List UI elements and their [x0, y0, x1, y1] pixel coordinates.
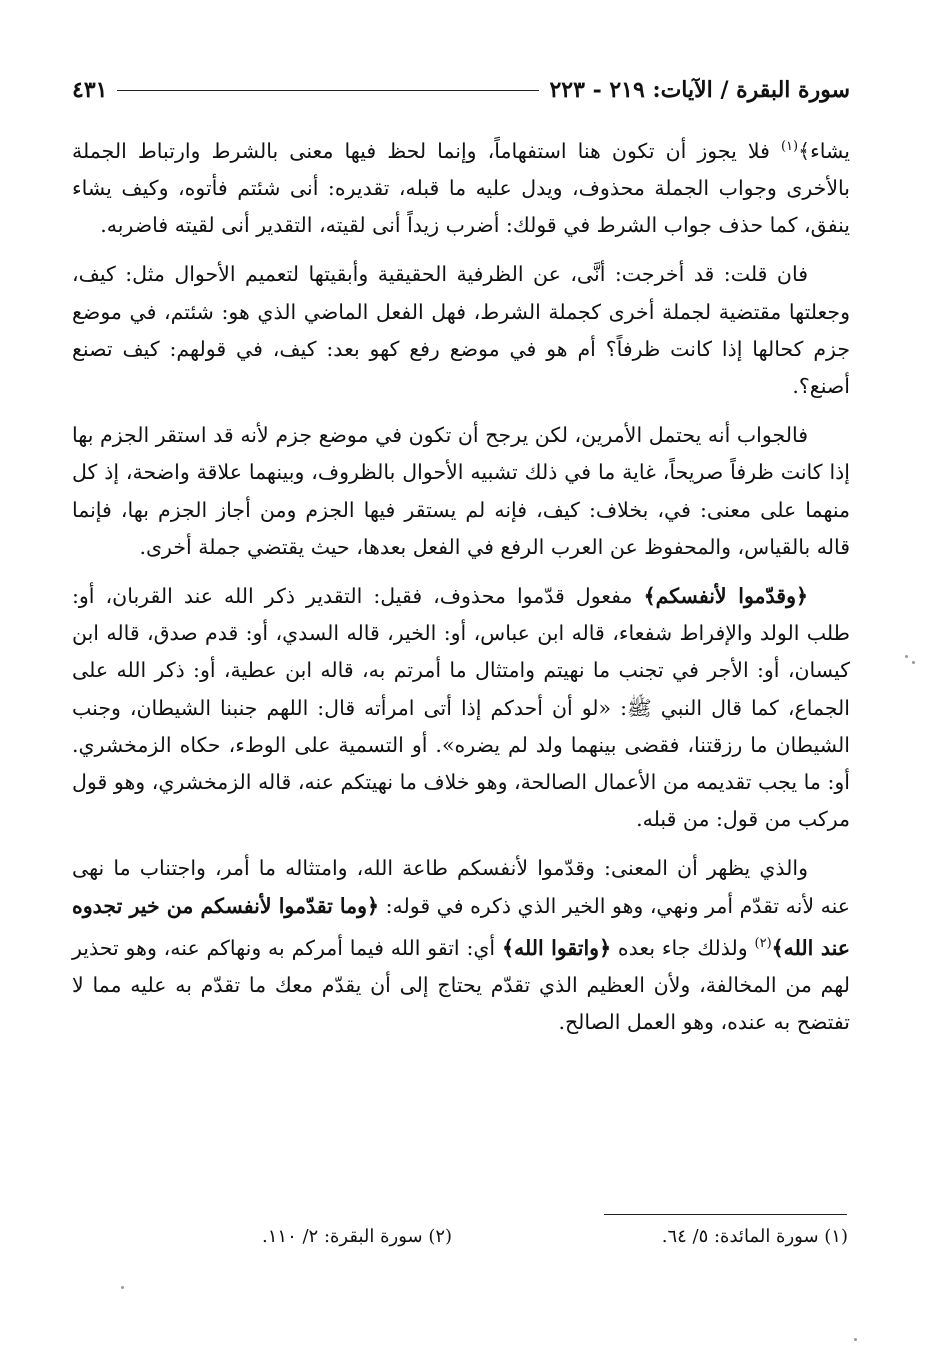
text-segment: أي: اتقو الله فيما أمركم به ونهاكم عنه، وهو تحذير لهم من المخالفة، ولأن العظيم الذي تقدّم يحتاج إلى أن يقدّم معك ما تقدّم به عليه مما لا تفتضح به عنده، وهو العمل الصالح.	[72, 935, 850, 1035]
paragraph	[72, 578, 850, 838]
scan-speck	[854, 1338, 857, 1341]
page-header	[72, 72, 850, 108]
quran-quote: ﴿وما تقدّموا لأنفسكم من خير تجدوه عند الله﴾	[72, 893, 850, 960]
paragraph	[72, 128, 850, 244]
scan-speck	[121, 1286, 124, 1289]
footnote-2: (٢) سورة البقرة: ٢/ ١١٠.	[262, 1226, 453, 1247]
header-rule	[117, 90, 539, 91]
footnote-separator	[604, 1214, 847, 1215]
text-segment: والذي يظهر أن المعنى: وقدّموا لأنفسكم طاعة الله، وامتثاله ما أمر، واجتناب ما نهى عنه لأنه تقدّم أمر ونهي، وهو الخير الذي ذكره في قوله:	[72, 856, 850, 918]
quran-quote: ﴿واتقوا الله﴾	[501, 935, 612, 960]
text-segment: يشاء﴾	[798, 138, 850, 163]
paragraph	[72, 256, 850, 405]
footnote-ref: (١)	[780, 139, 799, 154]
running-title: سورة البقرة / الآيات: ٢١٩ - ٢٢٣	[549, 77, 850, 103]
text-segment: فالجواب أنه يحتمل الأمرين، لكن يرجح أن تكون في موضع جزم لأنه قد استقر الجزم بها إذا كانت ظرفاً صريحاً، غاية ما في ذلك تشبيه الأحوال بالظروف، وبينهما علاقة واضحة، إذ كل منهما على معنى: في، بخلاف: كيف، فإنه لم يستقر فيها الجزم ومن أجاز الجزم بها، فإنما قاله بالقياس، والمحفوظ عن العرب الرفع في الفعل بعدها، حيث يقتضي جملة أخرى.	[72, 423, 850, 559]
text-segment: فان قلت: قد أخرجت: أنَّى، عن الظرفية الحقيقية وأبقيتها لتعميم الأحوال مثل: كيف، وجعلتها مقتضية لجملة أخرى كجملة الشرط، فهل الفعل الماضي الذي هو: شئتم، في موضع جزم كحالها إذا كانت ظرفاً؟ أم هو في موضع رفع كهو بعد: كيف، في قولهم: كيف تصنع أصنع؟.	[72, 262, 850, 399]
footnote-1: (١) سورة المائدة: ٥/ ٦٤.	[661, 1226, 848, 1247]
text-segment: مفعول قدّموا محذوف، فقيل: التقدير ذكر الله عند القربان، أو: طلب الولد والإفراط شفعاء، قاله ابن عباس، أو: الخير، قاله السدي، أو: قدم صدق، قاله ابن كيسان، أو: الأجر في تجنب ما نهيتم وامتثال ما أمرتم به، قاله ابن عطية، أو: ذكر الله على الجماع، كما قال النبي ﷺ: «لو أن أحدكم إذا أتى امرأته قال: اللهم جنبنا الشيطان، وجنب الشيطان ما رزقتنا، فقضى بينهما ولد لم يضره». أو التسمية على الوطء، حكاه الزمخشري. أو: ما يجب تقديمه من الأعمال الصالحة، وهو خلاف ما نهيتكم عنه، قاله الزمخشري، وهو قول مركب من قول: من قبله.	[72, 584, 850, 832]
body-text	[72, 128, 850, 1053]
footnotes	[262, 1226, 848, 1247]
quran-quote: ﴿وقدّموا لأنفسكم﴾	[643, 584, 808, 609]
text-segment: فلا يجوز أن تكون هنا استفهاماً، وإنما لحظ فيها معنى بالشرط وارتباط الجملة بالأخرى وجواب الجملة محذوف، ويدل عليه ما قبله، تقديره: أنى شئتم فأتوه، وكيف يشاء ينفق، كما حذف جواب الشرط في قولك: أضرب زيداً أنى لقيته، التقدير أنى لقيته فاضربه.	[72, 138, 850, 238]
footnote-ref: (٢)	[754, 935, 772, 951]
scan-speck	[905, 655, 908, 658]
text-segment: ولذلك جاء بعده	[611, 935, 755, 960]
paragraph	[72, 417, 850, 566]
paragraph	[72, 850, 850, 1041]
scan-speck	[912, 661, 915, 664]
page-number: ٤٣١	[72, 77, 108, 103]
